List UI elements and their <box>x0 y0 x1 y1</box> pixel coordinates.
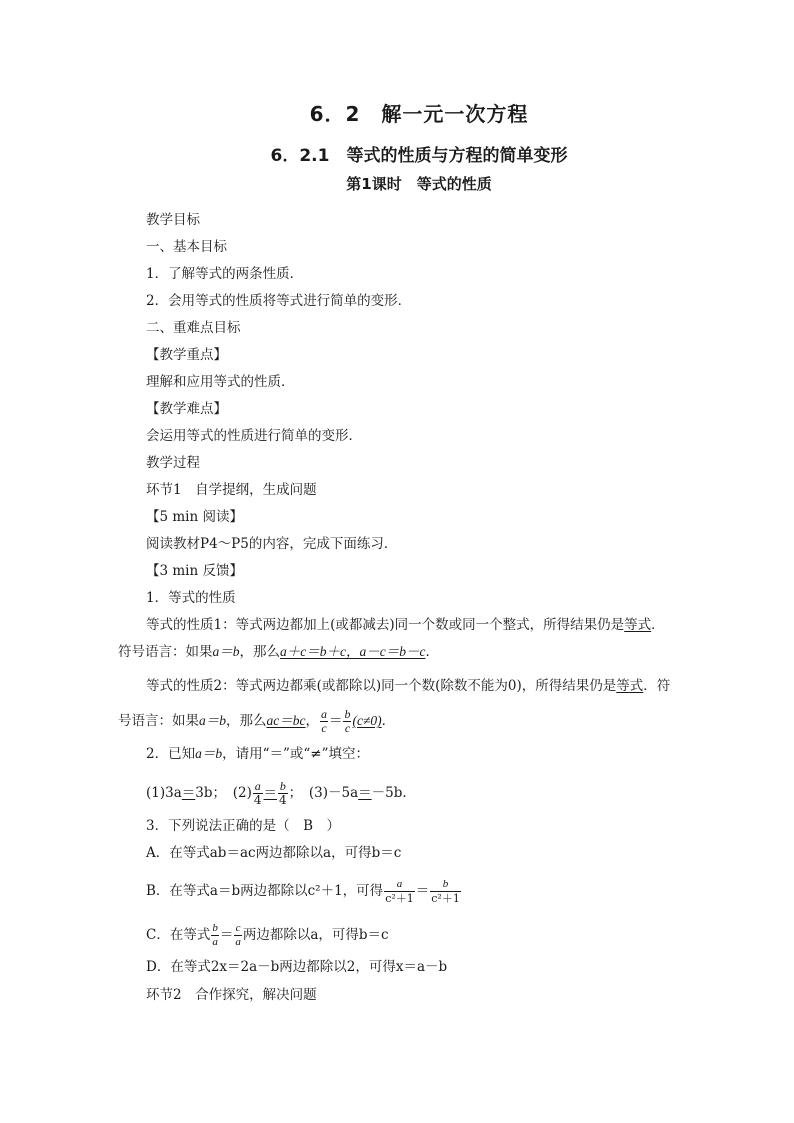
property-1-symbolic-answer: a＋c＝b＋c，a－c＝b－c <box>280 644 426 659</box>
fraction-a-over-c2-plus-1: $\frac{a}{\text{c²＋1}}$ <box>385 878 414 905</box>
q2-item-3: ； (3)－5a <box>288 785 359 801</box>
reading-time-label: 【5 min 阅读】 <box>146 509 243 525</box>
option-a: A．在等式ab＝ac两边都除以a，可得b＝c <box>146 845 402 861</box>
q2-instruction: ，请用“＝”或“≠”填空： <box>222 746 370 762</box>
q2-answer-3: ＝ <box>358 785 372 801</box>
heading-teaching-focus: 【教学重点】 <box>146 347 227 363</box>
section-title: 6．2 解一元一次方程 <box>309 102 529 126</box>
property-2-line <box>146 677 670 695</box>
fraction-b-over-c: $\frac{b}{c}$ <box>344 707 351 735</box>
reading-instruction: 阅读教材P4～P5的内容，完成下面练习． <box>146 536 398 552</box>
punctuation: ， <box>305 713 319 729</box>
option-c-text: C．在等式 <box>146 927 211 943</box>
fraction-b-over-4: $\frac{b}{4}$ <box>279 779 287 807</box>
condition-expr: a＝b <box>199 713 226 728</box>
property-1-text: 等式的性质1：等式两边都加上(或都减去)同一个数或同一个整式，所得结果仍是 <box>146 617 625 633</box>
fraction-c-over-a: $\frac{c}{a}$ <box>235 922 241 948</box>
goal-item-2: 2．会用等式的性质将等式进行简单的变形． <box>146 293 412 309</box>
condition-expr: a＝b <box>212 644 240 659</box>
teaching-difficulty-text: 会运用等式的性质进行简单的变形． <box>146 428 362 444</box>
heading-teaching-process: 教学过程 <box>146 455 200 471</box>
fraction-b-over-a: $\frac{b}{a}$ <box>212 922 218 948</box>
step-2-heading: 环节2 合作探究，解决问题 <box>146 987 317 1003</box>
heading-basic-goals: 一、基本目标 <box>146 239 227 255</box>
q2-answer-2: ＝ <box>263 785 278 801</box>
q2-text: 2．已知 <box>146 746 196 762</box>
option-b <box>146 878 462 905</box>
heading-teaching-difficulty: 【教学难点】 <box>146 401 227 417</box>
then-text: ，那么 <box>239 644 280 660</box>
q2-item-1: (1)3a <box>146 785 182 801</box>
question-2-items <box>146 780 407 807</box>
q2-item-1-end: 3b； (2) <box>195 785 252 801</box>
q3-text: 3．下列说法正确的是（ <box>146 818 304 834</box>
property-2-text: 等式的性质2：等式两边都乘(或都除以)同一个数(除数不能为0)，所得结果仍是 <box>146 678 617 694</box>
property-2-answer-product: ac＝bc <box>266 713 306 728</box>
question-3-prompt <box>146 817 340 835</box>
step-1-heading: 环节1 自学提纲，生成问题 <box>146 482 317 498</box>
fraction-a-over-c: $\frac{a}{c}$ <box>320 707 327 735</box>
q2-item-3-end: －5b. <box>371 785 407 801</box>
punctuation: ．符 <box>643 678 671 694</box>
property-1-line <box>146 616 665 634</box>
fraction-a-over-4: $\frac{a}{4}$ <box>253 779 262 807</box>
symbolic-label: 符号语言：如果 <box>118 644 213 660</box>
question-1-heading: 1．等式的性质 <box>146 590 236 606</box>
option-c <box>146 922 389 949</box>
goal-item-1: 1．了解等式的两条性质． <box>146 266 304 282</box>
q2-answer-1: ＝ <box>181 785 196 801</box>
option-d: D．在等式2x＝2a－b两边都除以2，可得x＝a－b <box>146 959 448 975</box>
subsection-title: 6．2.1 等式的性质与方程的简单变形 <box>270 146 568 166</box>
then-text: ，那么 <box>226 713 267 729</box>
property-2-symbolic <box>118 708 395 735</box>
symbolic-label: 号语言：如果 <box>118 713 199 729</box>
question-2-prompt <box>146 745 369 763</box>
equals-sign: ＝ <box>219 927 234 943</box>
q3-text-end: ） <box>313 818 341 834</box>
lesson-title: 第1课时 等式的性质 <box>346 175 492 193</box>
property-2-answer: 等式 <box>616 678 644 694</box>
equals-sign: ＝ <box>415 883 430 899</box>
option-c-text-end: 两边都除以a，可得b＝c <box>242 927 389 943</box>
punctuation: ． <box>381 713 396 729</box>
property-1-answer: 等式 <box>624 617 652 633</box>
punctuation: ． <box>425 644 439 660</box>
q3-answer: B <box>303 818 314 834</box>
q2-condition: a＝b <box>195 746 223 761</box>
nonzero-condition: (c≠0) <box>352 713 382 728</box>
teaching-focus-text: 理解和应用等式的性质． <box>146 374 295 390</box>
punctuation: ． <box>651 617 665 633</box>
feedback-time-label: 【3 min 反馈】 <box>146 563 243 579</box>
heading-teaching-goals: 教学目标 <box>146 212 200 228</box>
fraction-b-over-c2-plus-1: $\frac{b}{\text{c²＋1}}$ <box>431 878 460 905</box>
option-b-text: B．在等式a＝b两边都除以c²＋1，可得 <box>146 883 384 899</box>
heading-key-goals: 二、重难点目标 <box>146 320 241 336</box>
equals-sign: ＝ <box>328 713 343 729</box>
property-1-symbolic <box>118 643 439 661</box>
